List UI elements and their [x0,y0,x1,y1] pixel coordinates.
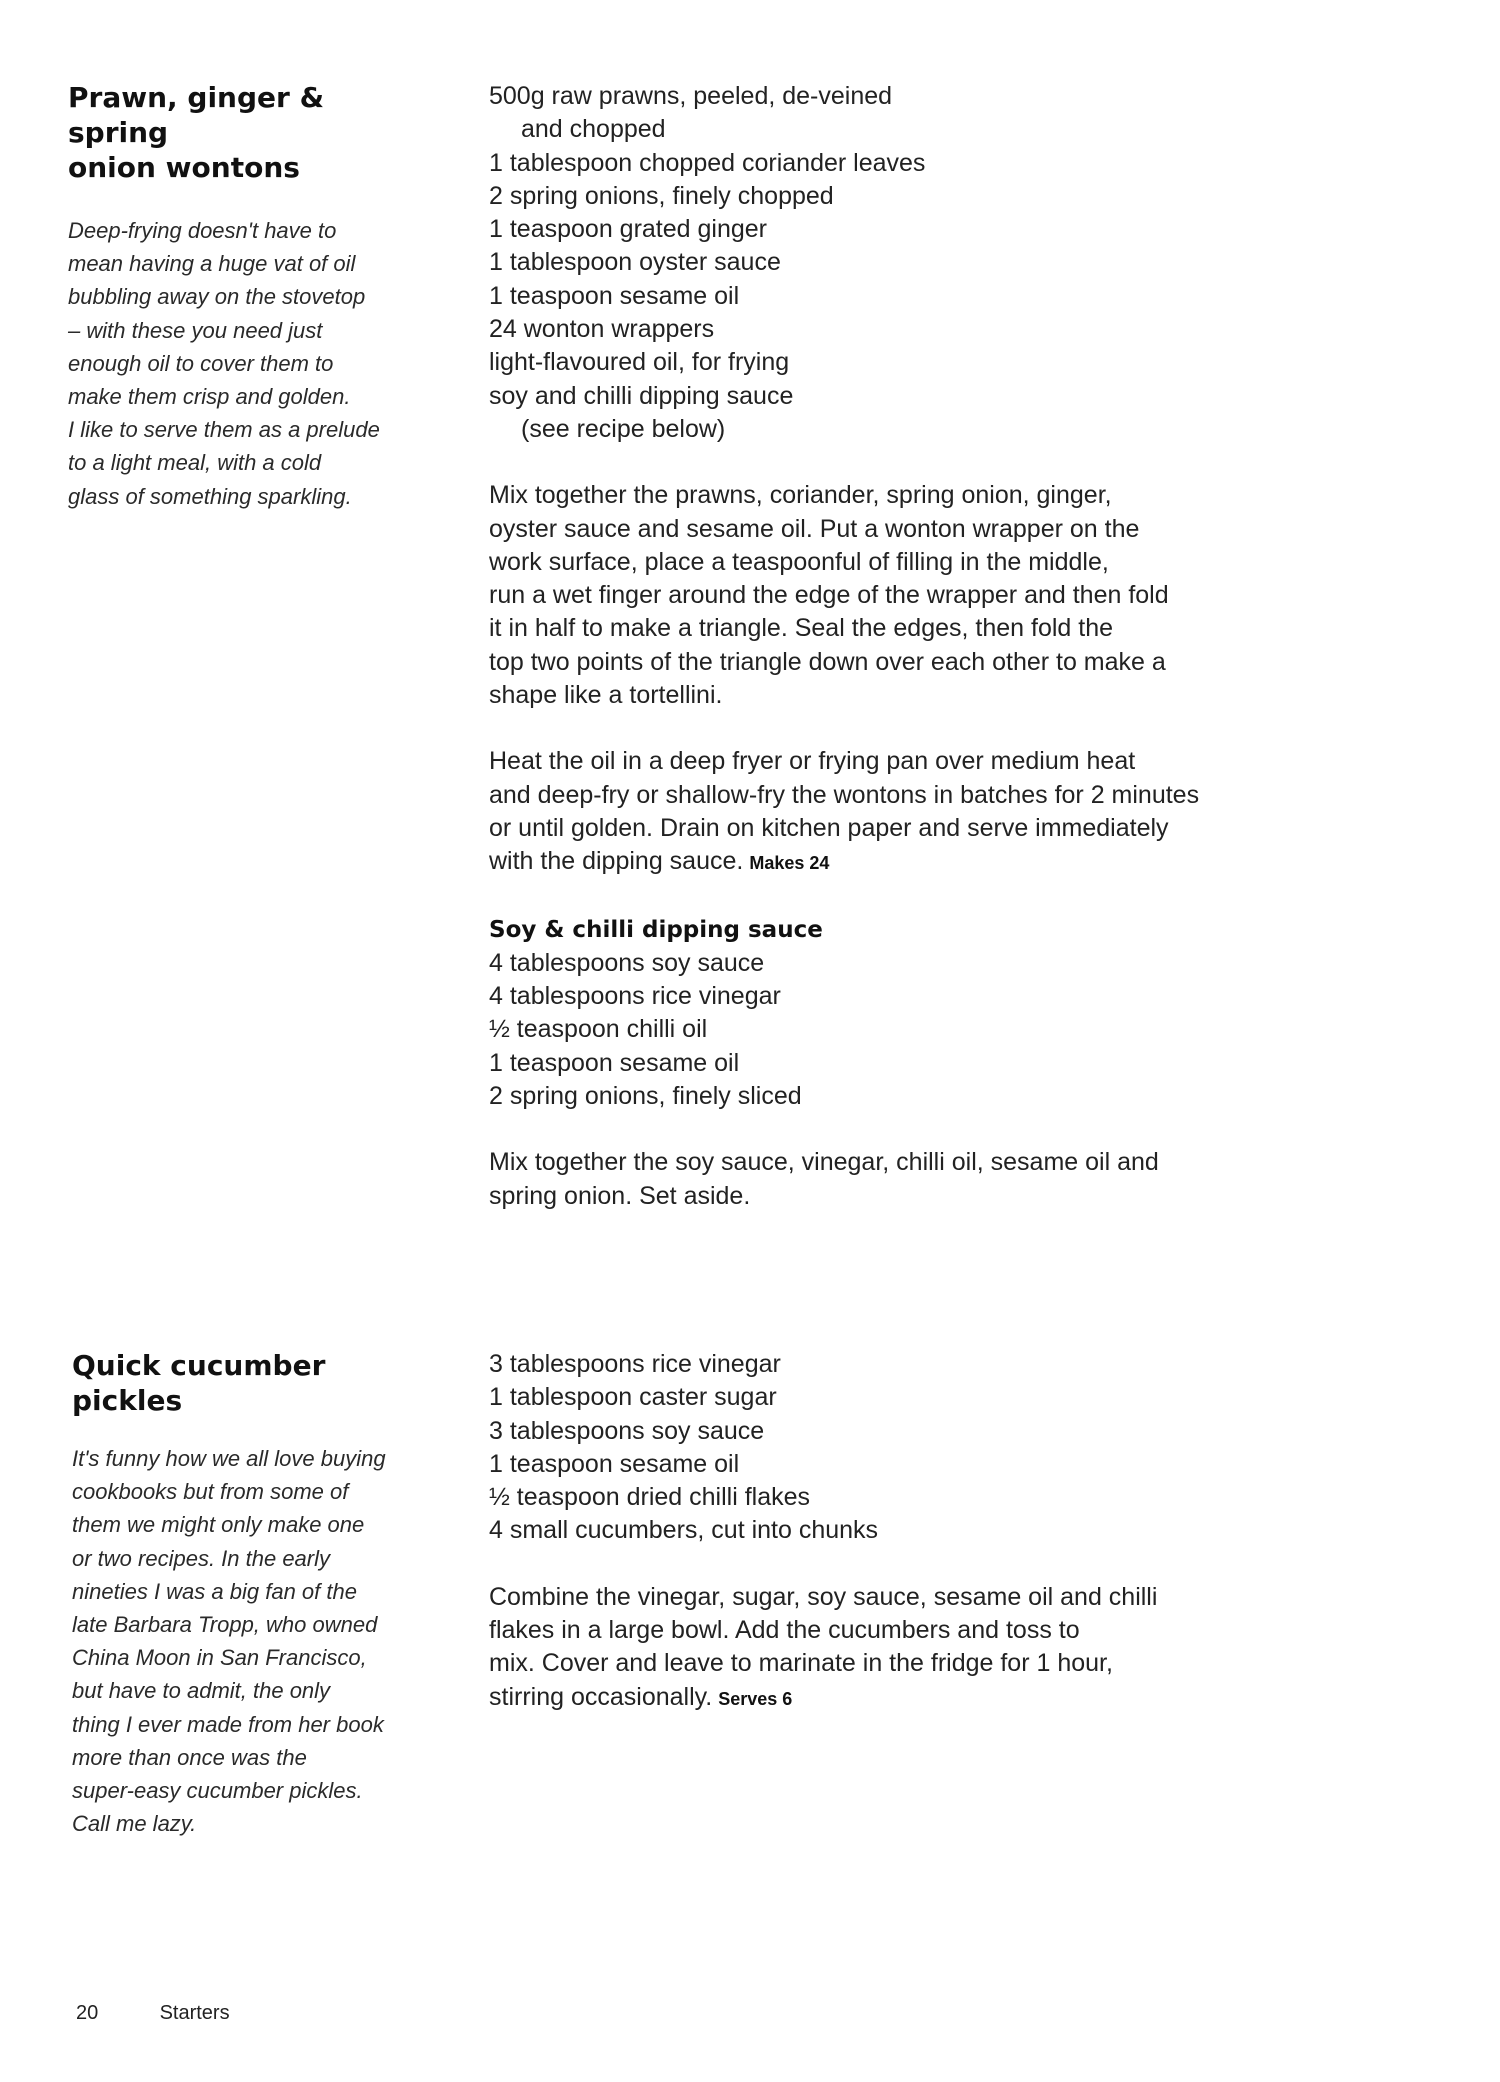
recipe-title [72,1348,412,1418]
intro-line: bubbling away on the stovetop [68,284,366,310]
ingredient-list [489,80,1269,446]
ingredient-item: 1 teaspoon sesame oil [489,281,740,310]
method-line: Mix together the soy sauce, vinegar, chilli oil, sesame oil and [489,1148,1159,1177]
ingredient-item: 3 tablespoons soy sauce [489,1416,765,1445]
intro-line: mean having a huge vat of oil [68,251,356,277]
ingredient-item: 1 tablespoon caster sugar [489,1383,777,1412]
method [489,1146,1269,1213]
method-line: spring onion. Set aside. [489,1181,751,1210]
recipe-intro [72,1442,412,1840]
recipe-body [489,1348,1269,1716]
intro-line: cookbooks but from some of [72,1479,349,1505]
method-line: top two points of the triangle down over each other to make a [489,647,1166,676]
ingredient-item-continuation: and chopped [521,115,666,144]
intro-line: or two recipes. In the early [72,1545,331,1571]
intro-line: them we might only make one [72,1512,365,1538]
ingredient-item: 1 teaspoon sesame oil [489,1449,740,1478]
intro-line: Deep-frying doesn't have to [68,218,337,243]
intro-line: thing I ever made from her book [72,1711,384,1737]
ingredient-item: light-flavoured oil, for frying [489,348,790,377]
intro-line: late Barbara Tropp, who owned [72,1612,378,1638]
ingredient-item: 2 spring onions, finely sliced [489,1082,802,1111]
ingredient-item: 500g raw prawns, peeled, de-veined [489,82,893,110]
method-line: Heat the oil in a deep fryer or frying pan over medium heat [489,747,1136,776]
intro-line: enough oil to cover them to [68,350,334,376]
intro-line: – with these you need just [68,317,323,343]
recipe-title [68,80,408,185]
ingredient-list [489,1348,1269,1548]
ingredient-item: ½ teaspoon chilli oil [489,1015,708,1044]
ingredient-list [489,947,1269,1113]
title-line: Prawn, ginger & spring [68,81,324,149]
method-line: mix. Cover and leave to marinate in the fridge for 1 hour, [489,1649,1113,1678]
ingredient-item: 4 small cucumbers, cut into chunks [489,1516,879,1545]
ingredient-item: 24 wonton wrappers [489,315,715,344]
intro-line: China Moon in San Francisco, [72,1645,367,1671]
recipe-intro [68,214,408,513]
ingredient-item: 2 spring onions, finely chopped [489,181,834,210]
ingredient-item-continuation: (see recipe below) [521,414,726,443]
section-name: Starters [159,2002,230,2024]
intro-line: make them crisp and golden. [68,384,351,410]
method-line: or until golden. Drain on kitchen paper and serve immediately [489,813,1169,842]
ingredient-item: 1 tablespoon oyster sauce [489,248,781,277]
yield-label: Serves 6 [718,1688,793,1709]
intro-line: glass of something sparkling. [68,483,352,509]
yield-label: Makes 24 [749,853,830,874]
ingredient-item: soy and chilli dipping sauce [489,381,794,410]
intro-line: but have to admit, the only [72,1678,331,1704]
ingredient-item: 1 teaspoon grated ginger [489,215,767,244]
method-paragraph [489,479,1269,712]
title-line: Quick cucumber pickles [72,1349,326,1417]
method-line: flakes in a large bowl. Add the cucumbers and toss to [489,1616,1080,1645]
method-line: oyster sauce and sesame oil. Put a wonton wrapper on the [489,514,1140,543]
method-line: with the dipping sauce. [489,847,744,876]
ingredient-item: 4 tablespoons rice vinegar [489,982,781,1011]
ingredient-item: 4 tablespoons soy sauce [489,948,765,977]
ingredient-item: 1 teaspoon sesame oil [489,1048,740,1077]
method-line: run a wet finger around the edge of the wrapper and then fold [489,581,1169,610]
sub-recipe-title: Soy & chilli dipping sauce [489,916,823,943]
method-paragraph [489,1146,1269,1213]
method-line: Mix together the prawns, coriander, spring onion, ginger, [489,481,1112,510]
method [489,479,1269,880]
page-number: 20 [76,2002,99,2024]
method-paragraph [489,745,1269,880]
recipe-body [489,80,1269,1213]
ingredient-item: 1 tablespoon chopped coriander leaves [489,148,926,177]
ingredient-item: ½ teaspoon dried chilli flakes [489,1483,811,1512]
recipe-sidebar [72,1348,412,1840]
intro-line: I like to serve them as a prelude [68,417,380,443]
method-line: shape like a tortellini. [489,681,723,710]
title-line: onion wontons [68,151,300,184]
method-line: Combine the vinegar, sugar, soy sauce, sesame oil and chilli [489,1582,1158,1611]
ingredient-item: 3 tablespoons rice vinegar [489,1350,781,1378]
page-footer [76,2002,230,2025]
method [489,1581,1269,1716]
method-line: stirring occasionally. [489,1682,713,1711]
recipe-sidebar [68,80,408,513]
intro-line: Call me lazy. [72,1811,197,1837]
intro-line: to a light meal, with a cold [68,450,322,476]
method-line: and deep-fry or shallow-fry the wontons in batches for 2 minutes [489,780,1200,809]
method-line: it in half to make a triangle. Seal the edges, then fold the [489,614,1114,643]
intro-line: It's funny how we all love buying [72,1446,386,1471]
intro-line: super-easy cucumber pickles. [72,1778,363,1804]
method-paragraph [489,1581,1269,1716]
sub-recipe-dipping-sauce [489,914,1269,1213]
intro-line: more than once was the [72,1744,307,1770]
intro-line: nineties I was a big fan of the [72,1578,357,1604]
method-line: work surface, place a teaspoonful of filling in the middle, [489,547,1109,576]
